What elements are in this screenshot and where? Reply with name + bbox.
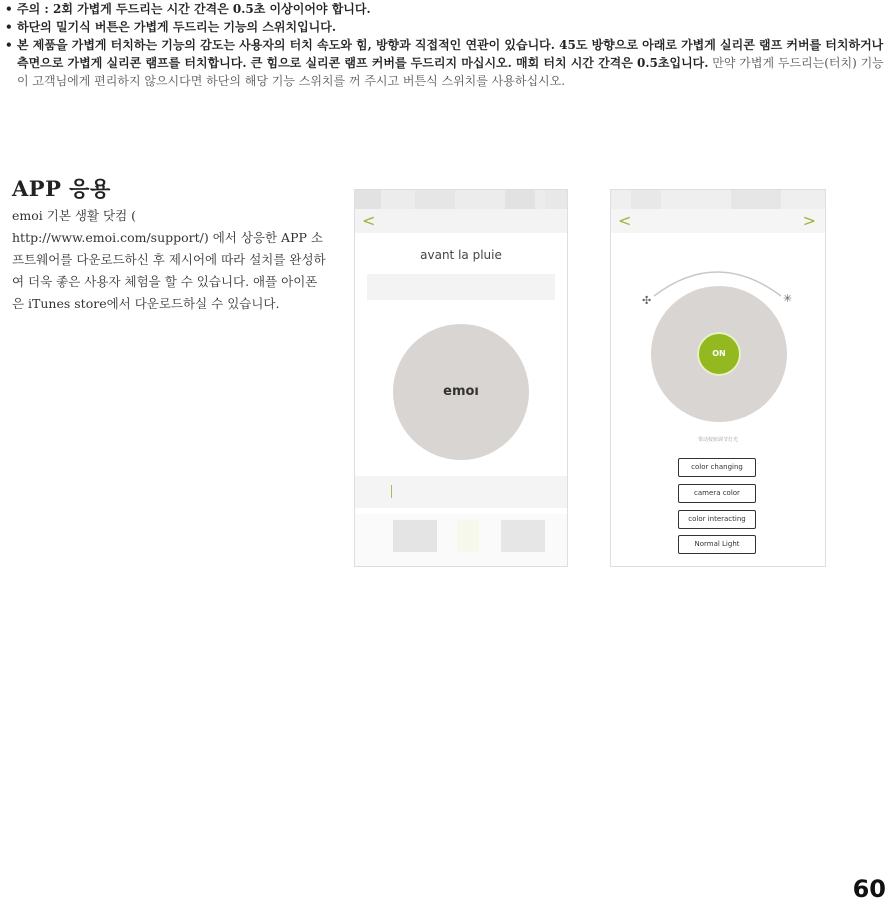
blurred-row: [367, 274, 555, 300]
back-arrow-icon[interactable]: <: [362, 211, 376, 230]
app-screenshot-light-control: [610, 189, 826, 567]
page-number: 60: [852, 875, 886, 903]
instruction-item: [4, 18, 884, 36]
back-arrow-icon[interactable]: <: [618, 211, 632, 230]
bottom-tab-bar: [355, 514, 567, 566]
instruction-item: [4, 0, 884, 18]
bright-light-icon: ✳: [783, 292, 793, 305]
nav-bar: [355, 209, 567, 233]
instruction-text-light: 만약 가볍게 두드리는(터치) 기능이 고객님에게 편리하지 않으시다면 하단의 해당 기능 스위치를 꺼 주시고 버튼식 스위치를 사용하십시오.: [17, 56, 884, 88]
instruction-text: 하단의 밀기식 버튼은 가볍게 두드리는 기능의 스위치입니다.: [17, 20, 337, 34]
bullet-mark: •: [5, 20, 13, 34]
mode-button-normal-light[interactable]: Normal Light: [678, 535, 756, 554]
nav-bar: [611, 209, 825, 233]
section-title: APP 응용: [12, 176, 111, 201]
screen-title: avant la pluie: [420, 248, 502, 262]
app-screenshot-main: [354, 189, 568, 567]
text-caret: [391, 485, 392, 498]
lamp-control-circle: [651, 286, 787, 422]
status-bar: [355, 190, 567, 209]
tab-item[interactable]: [501, 520, 545, 552]
brand-logo: emoı: [443, 384, 479, 399]
mode-button-color-interacting[interactable]: color interacting: [678, 510, 756, 529]
bullet-mark: •: [5, 38, 13, 52]
text-input-field[interactable]: [355, 476, 567, 508]
instruction-text: 본 제품을 가볍게 터치하는 기능의 감도는 사용자의 터치 속도와 힘, 방향과 직접적인 연관이 있습니다. 45도 방향으로 아래로 가볍게 실리콘 램프 커버를 터치하거나 측면으로 가볍게 실리콘 램프를 터치합니다. 큰 힘으로 실리콘 램프 커버를 두드리지 마십시오. 매회 터치 시간 간격은 0.5초입니다.: [17, 38, 884, 70]
section-body: emoi 기본 생활 닷컴 ( http://www.emoi.com/support/) 에서 상응한 APP 소프트웨어를 다운로드하신 후 제시어에 따라 설치를 완성하여 더욱 좋은 사용자 체험을 할 수 있습니다. 애플 아이폰은 iTunes store에서 다운로드하실 수 있습니다.: [12, 208, 326, 311]
instruction-item: [4, 36, 884, 90]
mode-button-color-changing[interactable]: color changing: [678, 458, 756, 477]
dim-light-icon: ✣: [642, 294, 652, 307]
instruction-text: 주의 : 2회 가볍게 두드리는 시간 간격은 0.5초 이상이어야 합니다.: [17, 2, 371, 16]
bullet-mark: •: [5, 2, 13, 16]
lamp-control-circle[interactable]: [393, 324, 529, 460]
power-on-button[interactable]: ON: [697, 332, 741, 376]
instruction-list: [4, 0, 884, 90]
tab-item[interactable]: [457, 520, 479, 552]
tab-item[interactable]: [393, 520, 437, 552]
forward-arrow-icon[interactable]: >: [802, 211, 816, 230]
status-bar: [611, 190, 825, 209]
control-caption: 带动按钮调节灯光: [697, 437, 738, 443]
mode-button-camera-color[interactable]: camera color: [678, 484, 756, 503]
